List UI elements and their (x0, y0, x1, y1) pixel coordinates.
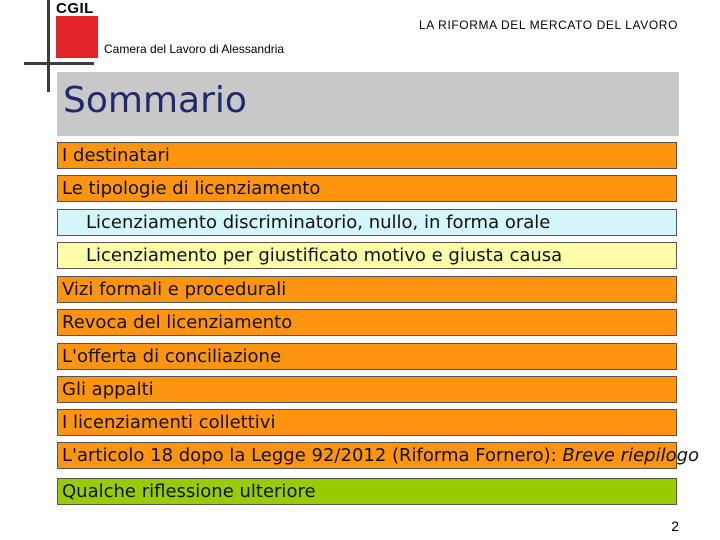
list-item-revoca[interactable] (57, 309, 677, 336)
list-item-vizi-formali[interactable] (57, 276, 677, 303)
slide-title: Sommario (63, 80, 247, 121)
list-item-discriminatorio[interactable] (57, 209, 677, 236)
list-item-label: I destinatari (62, 145, 170, 166)
decorative-vertical-line (47, 0, 50, 92)
header-subtitle: Camera del Lavoro di Alessandria (104, 42, 285, 56)
list-item-label: Qualche riflessione ulteriore (62, 481, 316, 502)
decorative-horizontal-line (24, 62, 94, 65)
header-title: LA RIFORMA DEL MERCATO DEL LAVORO (419, 18, 678, 32)
list-item-label: Revoca del licenziamento (62, 312, 293, 333)
list-item-articolo-18[interactable] (57, 442, 700, 469)
list-item-label: L'offerta di conciliazione (62, 346, 282, 367)
list-item-label: Gli appalti (62, 379, 154, 400)
list-item-label: Le tipologie di licenziamento (62, 178, 321, 199)
list-item-tipologie[interactable] (57, 175, 677, 202)
list-item-riflessione[interactable] (57, 478, 677, 505)
list-item-giustificato-motivo[interactable] (57, 242, 677, 269)
list-item-destinatari[interactable] (57, 142, 677, 169)
list-item-appalti[interactable] (57, 376, 677, 403)
list-item-label: Licenziamento per giustificato motivo e giusta causa (86, 245, 563, 266)
list-item-italic-label: Breve riepilogo (562, 445, 700, 466)
list-item-collettivi[interactable] (57, 409, 677, 436)
page-number: 2 (671, 518, 679, 534)
logo-red-square (56, 16, 98, 58)
list-item-label: Vizi formali e procedurali (62, 279, 287, 300)
list-item-conciliazione[interactable] (57, 343, 677, 370)
list-item-label: Licenziamento discriminatorio, nullo, in forma orale (86, 212, 551, 233)
title-bar (57, 72, 679, 136)
logo-text: CGIL (56, 0, 94, 17)
list-item-label: L'articolo 18 dopo la Legge 92/2012 (Riforma Fornero): (62, 445, 563, 466)
list-item-label: I licenziamenti collettivi (62, 412, 276, 433)
